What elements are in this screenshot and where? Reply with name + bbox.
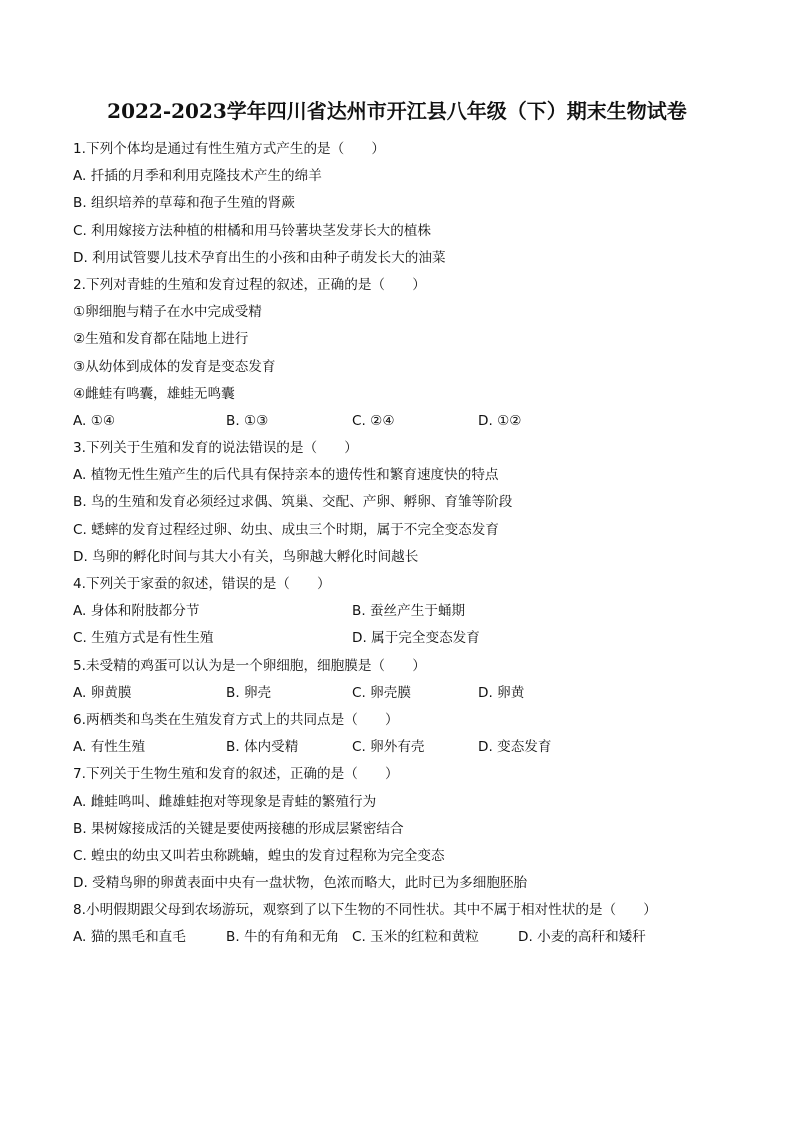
- question-2-options: [73, 408, 733, 435]
- question-2-option-a[interactable]: A. ①④: [73, 412, 116, 429]
- question-1-option-c[interactable]: C. 利用嫁接方法种植的柑橘和用马铃薯块茎发芽长大的植株: [73, 222, 431, 239]
- question-6-options: [73, 734, 733, 761]
- question-5-options: [73, 680, 733, 707]
- question-5-option-b[interactable]: B. 卵壳: [226, 684, 272, 701]
- question-6-option-b[interactable]: B. 体内受精: [226, 739, 299, 756]
- question-1-stem: 1.下列个体均是通过有性生殖方式产生的是（ ）: [73, 141, 386, 157]
- question-2-option-c[interactable]: C. ②④: [352, 412, 395, 429]
- question-8-option-b[interactable]: B. 牛的有角和无角: [226, 929, 340, 946]
- exam-title: 2022-2023学年四川省达州市开江县八年级（下）期末生物试卷: [107, 99, 687, 123]
- question-1-option-a[interactable]: A. 扦插的月季和利用克隆技术产生的绵羊: [73, 168, 322, 185]
- question-7-option-a[interactable]: A. 雌蛙鸣叫、雌雄蛙抱对等现象是青蛙的繁殖行为: [73, 793, 377, 810]
- question-4-stem: 4.下列关于家蚕的叙述，错误的是（ ）: [73, 576, 331, 592]
- question-2-statement-2: ②生殖和发育都在陆地上进行: [73, 331, 249, 348]
- question-2-stem: 2.下列对青蛙的生殖和发育过程的叙述，正确的是（ ）: [73, 276, 426, 293]
- question-3-option-c[interactable]: C. 蟋蟀的发育过程经过卵、幼虫、成虫三个时期，属于不完全变态发育: [73, 521, 499, 538]
- question-6-stem: 6.两栖类和鸟类在生殖发育方式上的共同点是（ ）: [73, 711, 399, 728]
- question-3-stem: 3.下列关于生殖和发育的说法错误的是（ ）: [73, 440, 358, 457]
- question-8-stem: 8.小明假期跟父母到农场游玩，观察到了以下生物的不同性状。其中不属于相对性状的是（ ）: [73, 902, 657, 919]
- question-8-option-a[interactable]: A. 猫的黑毛和直毛: [73, 929, 186, 946]
- question-2-option-b[interactable]: B. ①③: [226, 412, 269, 429]
- question-4-option-d[interactable]: D. 属于完全变态发育: [352, 630, 480, 647]
- question-4-option-b[interactable]: B. 蚕丝产生于蛹期: [352, 603, 466, 620]
- question-2-option-d[interactable]: D. ①②: [478, 412, 522, 429]
- question-2-statement-4: ④雌蛙有鸣囊，雄蛙无鸣囊: [73, 385, 235, 402]
- question-3-option-d[interactable]: D. 鸟卵的孵化时间与其大小有关，鸟卵越大孵化时间越长: [73, 548, 419, 565]
- question-4-options-row-1: [73, 598, 733, 625]
- question-3-option-a[interactable]: A. 植物无性生殖产生的后代具有保持亲本的遗传性和繁育速度快的特点: [73, 467, 499, 484]
- question-2-statement-3: ③从幼体到成体的发育是变态发育: [73, 358, 276, 375]
- question-6-option-d[interactable]: D. 变态发育: [478, 739, 552, 756]
- question-5-option-d[interactable]: D. 卵黄: [478, 684, 525, 701]
- question-list: [73, 136, 733, 952]
- question-1-option-b[interactable]: B. 组织培养的草莓和孢子生殖的肾蕨: [73, 195, 295, 212]
- question-7-option-b[interactable]: B. 果树嫁接成活的关键是要使两接穗的形成层紧密结合: [73, 820, 404, 837]
- question-5-stem: 5.未受精的鸡蛋可以认为是一个卵细胞，细胞膜是（ ）: [73, 657, 426, 674]
- question-6-option-a[interactable]: A. 有性生殖: [73, 739, 146, 756]
- question-5-option-a[interactable]: A. 卵黄膜: [73, 684, 132, 701]
- question-7-option-c[interactable]: C. 蝗虫的幼虫又叫若虫称跳蝻，蝗虫的发育过程称为完全变态: [73, 847, 445, 864]
- question-4-option-c[interactable]: C. 生殖方式是有性生殖: [73, 630, 214, 647]
- question-1-option-d[interactable]: D. 利用试管婴儿技术孕育出生的小孩和由种子萌发长大的油菜: [73, 249, 446, 266]
- question-4-options-row-2: [73, 625, 733, 652]
- question-7-option-d[interactable]: D. 受精鸟卵的卵黄表面中央有一盘状物，色浓而略大，此时已为多细胞胚胎: [73, 875, 528, 892]
- question-8-option-d[interactable]: D. 小麦的高秆和矮秆: [518, 929, 646, 946]
- question-8-option-c[interactable]: C. 玉米的红粒和黄粒: [352, 929, 479, 946]
- question-7-stem: 7.下列关于生物生殖和发育的叙述，正确的是（ ）: [73, 766, 399, 783]
- question-6-option-c[interactable]: C. 卵外有壳: [352, 739, 425, 756]
- question-5-option-c[interactable]: C. 卵壳膜: [352, 684, 411, 701]
- question-4-option-a[interactable]: A. 身体和附肢都分节: [73, 603, 200, 620]
- question-2-statement-1: ①卵细胞与精子在水中完成受精: [73, 304, 262, 321]
- question-8-options: [73, 924, 733, 951]
- question-3-option-b[interactable]: B. 鸟的生殖和发育必须经过求偶、筑巢、交配、产卵、孵卵、育雏等阶段: [73, 494, 513, 511]
